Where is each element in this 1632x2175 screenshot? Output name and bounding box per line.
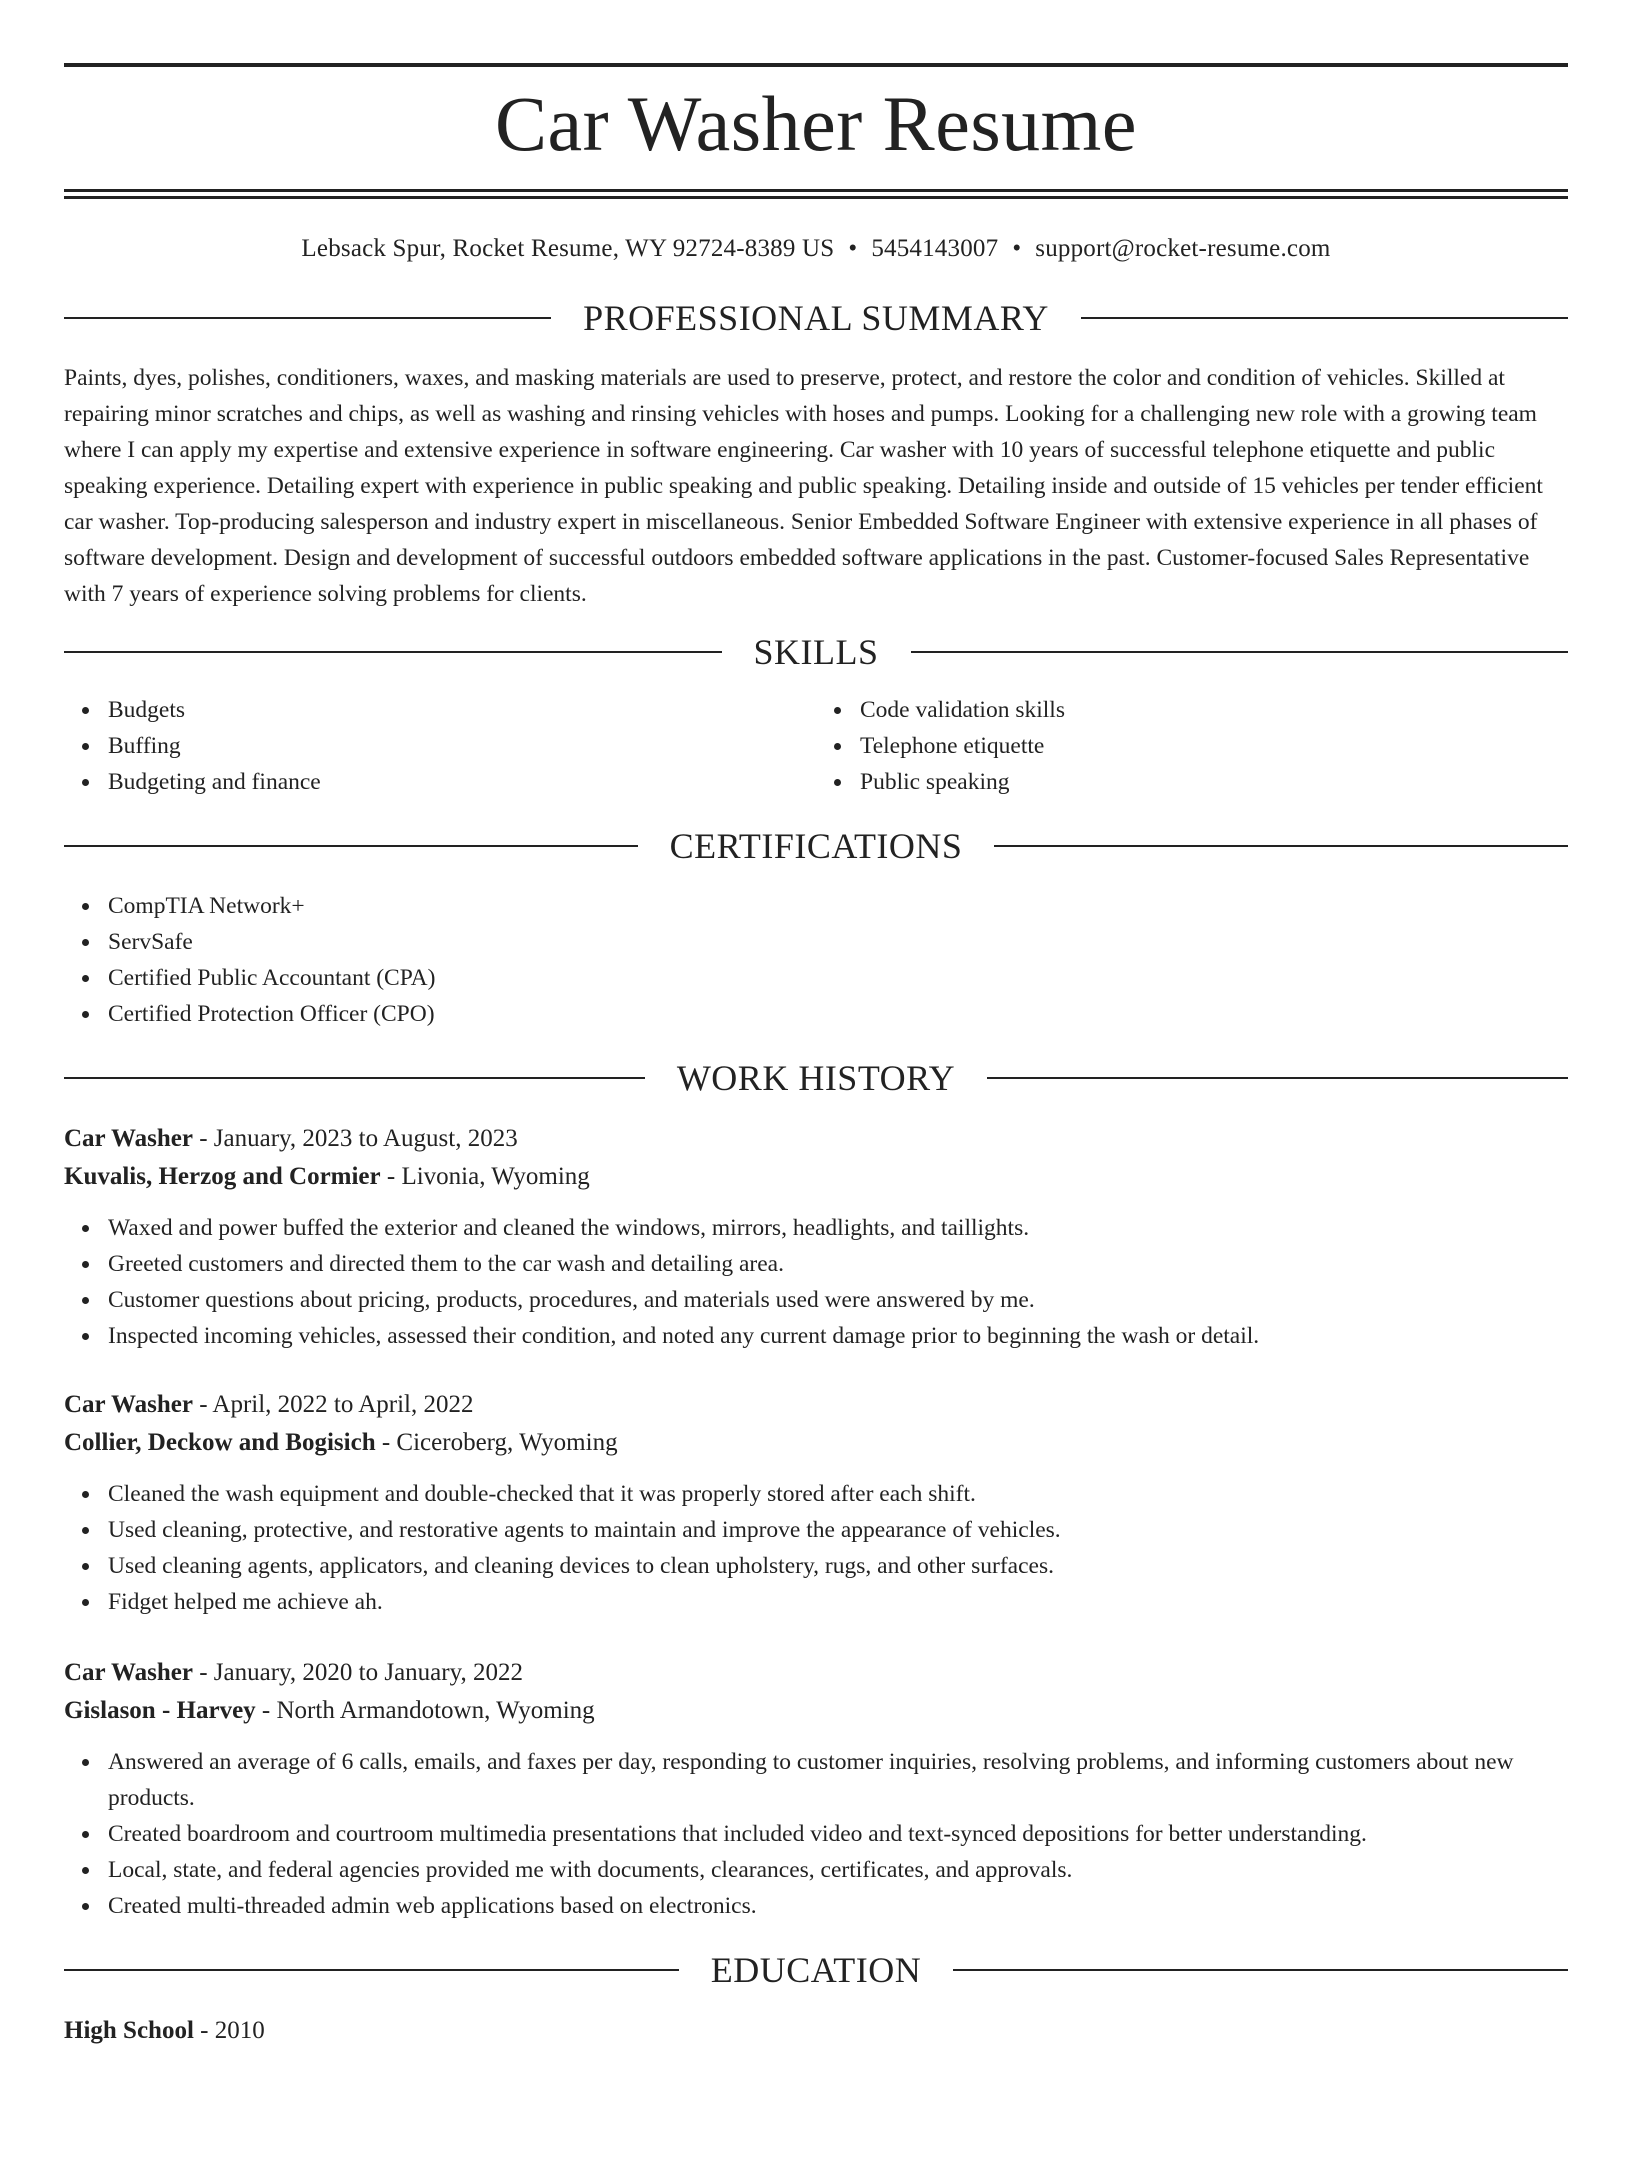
- section-heading-certifications: [64, 826, 1568, 866]
- job-dates: - April, 2022 to April, 2022: [192, 1391, 474, 1418]
- job-location: - North Armandotown, Wyoming: [255, 1697, 595, 1724]
- job-entry: [64, 1120, 1568, 1354]
- resume-title: Car Washer Resume: [495, 80, 1137, 167]
- certification-item: Certified Public Accountant (CPA): [108, 960, 1568, 996]
- skill-item: Budgeting and finance: [108, 764, 816, 800]
- job-company: Gislason - Harvey: [64, 1697, 256, 1724]
- job-bullets: [64, 1210, 1568, 1354]
- job-entry: [64, 1386, 1568, 1620]
- skill-item: Telephone etiquette: [860, 728, 1568, 764]
- heading-rule: [64, 1077, 645, 1079]
- job-bullet: Used cleaning agents, applicators, and cleaning devices to clean upholstery, rugs, and other surfaces.: [108, 1548, 1568, 1584]
- heading-rule: [64, 317, 551, 319]
- job-title-line: [64, 1386, 1568, 1424]
- section-title: PROFESSIONAL SUMMARY: [583, 298, 1049, 338]
- skill-item: Buffing: [108, 728, 816, 764]
- skill-item: Code validation skills: [860, 692, 1568, 728]
- skills-grid: [64, 692, 1568, 800]
- contact-line: [64, 234, 1568, 264]
- resume-page: [0, 63, 1632, 2175]
- job-bullet: Cleaned the wash equipment and double-checked that it was properly stored after each shift.: [108, 1476, 1568, 1512]
- heading-rule: [64, 845, 638, 847]
- job-title: Car Washer: [64, 1391, 193, 1418]
- job-bullet: Created boardroom and courtroom multimedia presentations that included video and text-synced depositions for better understanding.: [108, 1816, 1568, 1852]
- section-heading-education: [64, 1950, 1568, 1990]
- certification-item: Certified Protection Officer (CPO): [108, 996, 1568, 1032]
- job-company: Collier, Deckow and Bogisich: [64, 1429, 376, 1456]
- heading-rule: [64, 651, 722, 653]
- job-bullets: [64, 1744, 1568, 1924]
- job-bullet: Greeted customers and directed them to the car wash and detailing area.: [108, 1246, 1568, 1282]
- job-bullet: Local, state, and federal agencies provided me with documents, clearances, certificates, and approvals.: [108, 1852, 1568, 1888]
- education-school: High School: [64, 2017, 194, 2044]
- section-title: WORK HISTORY: [676, 1058, 956, 1098]
- job-bullets: [64, 1476, 1568, 1620]
- skill-item: Public speaking: [860, 764, 1568, 800]
- job-bullet: Used cleaning, protective, and restorative agents to maintain and improve the appearance of vehicles.: [108, 1512, 1568, 1548]
- heading-rule: [911, 651, 1569, 653]
- contact-email: support@rocket-resume.com: [1035, 235, 1331, 262]
- job-bullet: Answered an average of 6 calls, emails, and faxes per day, responding to customer inquiries, resolving problems, and informing customers about new products.: [108, 1744, 1568, 1816]
- certification-item: CompTIA Network+: [108, 888, 1568, 924]
- section-heading-summary: [64, 298, 1568, 338]
- job-dates: - January, 2023 to August, 2023: [192, 1125, 518, 1152]
- heading-rule: [1081, 317, 1568, 319]
- skill-item: Budgets: [108, 692, 816, 728]
- heading-rule: [994, 845, 1568, 847]
- heading-rule: [64, 1969, 679, 1971]
- job-title-line: [64, 1654, 1568, 1692]
- job-location: - Ciceroberg, Wyoming: [375, 1429, 618, 1456]
- section-heading-work-history: [64, 1058, 1568, 1098]
- job-title: Car Washer: [64, 1659, 193, 1686]
- section-title: SKILLS: [753, 632, 879, 672]
- contact-separator: •: [848, 235, 858, 262]
- contact-separator: •: [1012, 235, 1022, 262]
- job-bullet: Created multi-threaded admin web applications based on electronics.: [108, 1888, 1568, 1924]
- summary-paragraph: Paints, dyes, polishes, conditioners, waxes, and masking materials are used to preserve, protect, and restore the color and condition of vehicles. Skilled at repairing minor scratches and chips, as well as washing and rinsing vehicles with hoses and pumps. Looking for a challenging new role with a growing team where I can apply my expertise and extensive experience in software engineering. Car washer with 10 years of successful telephone etiquette and public speaking experience. Detailing expert with experience in public speaking and public speaking. Detailing inside and outside of 15 vehicles per tender efficient car washer. Top-producing salesperson and industry expert in miscellaneous. Senior Embedded Software Engineer with extensive experience in all phases of software development. Design and development of successful outdoors embedded software applications in the past. Customer-focused Sales Representative with 7 years of experience solving problems for clients.: [64, 365, 1543, 607]
- job-entry: [64, 1654, 1568, 1924]
- top-rule: [64, 63, 1568, 67]
- job-company-line: [64, 1424, 1568, 1462]
- certification-item: ServSafe: [108, 924, 1568, 960]
- job-dates: - January, 2020 to January, 2022: [192, 1659, 523, 1686]
- job-company-line: [64, 1158, 1568, 1196]
- job-company-line: [64, 1692, 1568, 1730]
- heading-rule: [953, 1969, 1568, 1971]
- section-title: EDUCATION: [710, 1950, 922, 1990]
- contact-address: Lebsack Spur, Rocket Resume, WY 92724-8389 US: [301, 235, 835, 262]
- skills-list-left: [64, 692, 816, 800]
- heading-rule: [987, 1077, 1568, 1079]
- section-heading-skills: [64, 632, 1568, 672]
- job-bullet: Customer questions about pricing, products, procedures, and materials used were answered by me.: [108, 1282, 1568, 1318]
- job-bullet: Waxed and power buffed the exterior and cleaned the windows, mirrors, headlights, and taillights.: [108, 1210, 1568, 1246]
- job-title: Car Washer: [64, 1125, 193, 1152]
- certifications-list: [64, 888, 1568, 1032]
- work-history: [64, 1120, 1568, 1924]
- job-title-line: [64, 1120, 1568, 1158]
- job-location: - Livonia, Wyoming: [380, 1163, 590, 1190]
- skills-list-right: [816, 692, 1568, 800]
- section-title: CERTIFICATIONS: [669, 826, 963, 866]
- contact-phone: 5454143007: [871, 235, 999, 262]
- job-bullet: Fidget helped me achieve ah.: [108, 1584, 1568, 1620]
- job-bullet: Inspected incoming vehicles, assessed their condition, and noted any current damage prior to beginning the wash or detail.: [108, 1318, 1568, 1354]
- education-entry: [64, 2012, 1568, 2050]
- job-company: Kuvalis, Herzog and Cormier: [64, 1163, 381, 1190]
- double-rule: [64, 189, 1568, 199]
- education-year: - 2010: [193, 2017, 265, 2044]
